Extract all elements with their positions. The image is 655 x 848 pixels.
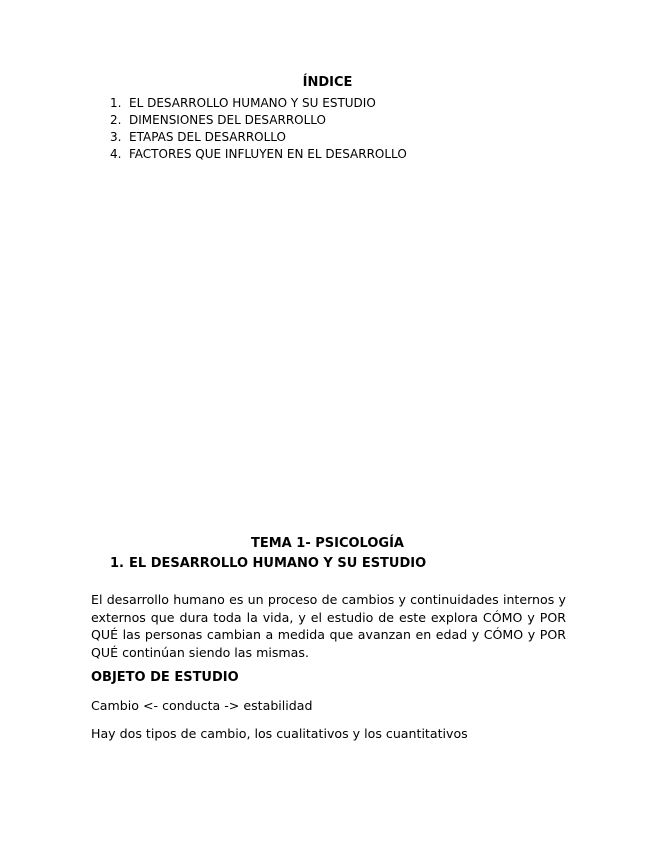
index-list (110, 95, 407, 163)
section-heading (110, 556, 426, 571)
index-item-number: 1. (110, 96, 122, 110)
index-item-label: EL DESARROLLO HUMANO Y SU ESTUDIO (129, 96, 376, 110)
index-item-label: ETAPAS DEL DESARROLLO (129, 130, 287, 144)
index-item (110, 112, 407, 129)
index-item-number: 3. (110, 130, 122, 144)
index-item (110, 129, 407, 146)
index-item-label: DIMENSIONES DEL DESARROLLO (129, 113, 326, 127)
tipos-line: Hay dos tipos de cambio, los cualitativos y los cuantitativos (91, 726, 468, 741)
index-item (110, 95, 407, 112)
index-title: ÍNDICE (302, 75, 353, 90)
section-number: 1. (110, 556, 124, 571)
tema-title: TEMA 1- PSICOLOGÍA (251, 536, 404, 551)
index-item-label: FACTORES QUE INFLUYEN EN EL DESARROLLO (129, 147, 407, 161)
section-title: EL DESARROLLO HUMANO Y SU ESTUDIO (129, 556, 427, 571)
index-item-number: 2. (110, 113, 122, 127)
objeto-heading: OBJETO DE ESTUDIO (91, 670, 239, 685)
cambio-line: Cambio <- conducta -> estabilidad (91, 698, 313, 713)
intro-paragraph: El desarrollo humano es un proceso de cambios y continuidades internos y externos que dura toda la vida, y el estudio de este explora CÓMO y POR QUÉ las personas cambian a medida que avanzan en edad y CÓMO y POR QUÉ continúan siendo las mismas. (91, 592, 566, 660)
index-item-number: 4. (110, 147, 122, 161)
index-item (110, 146, 407, 163)
